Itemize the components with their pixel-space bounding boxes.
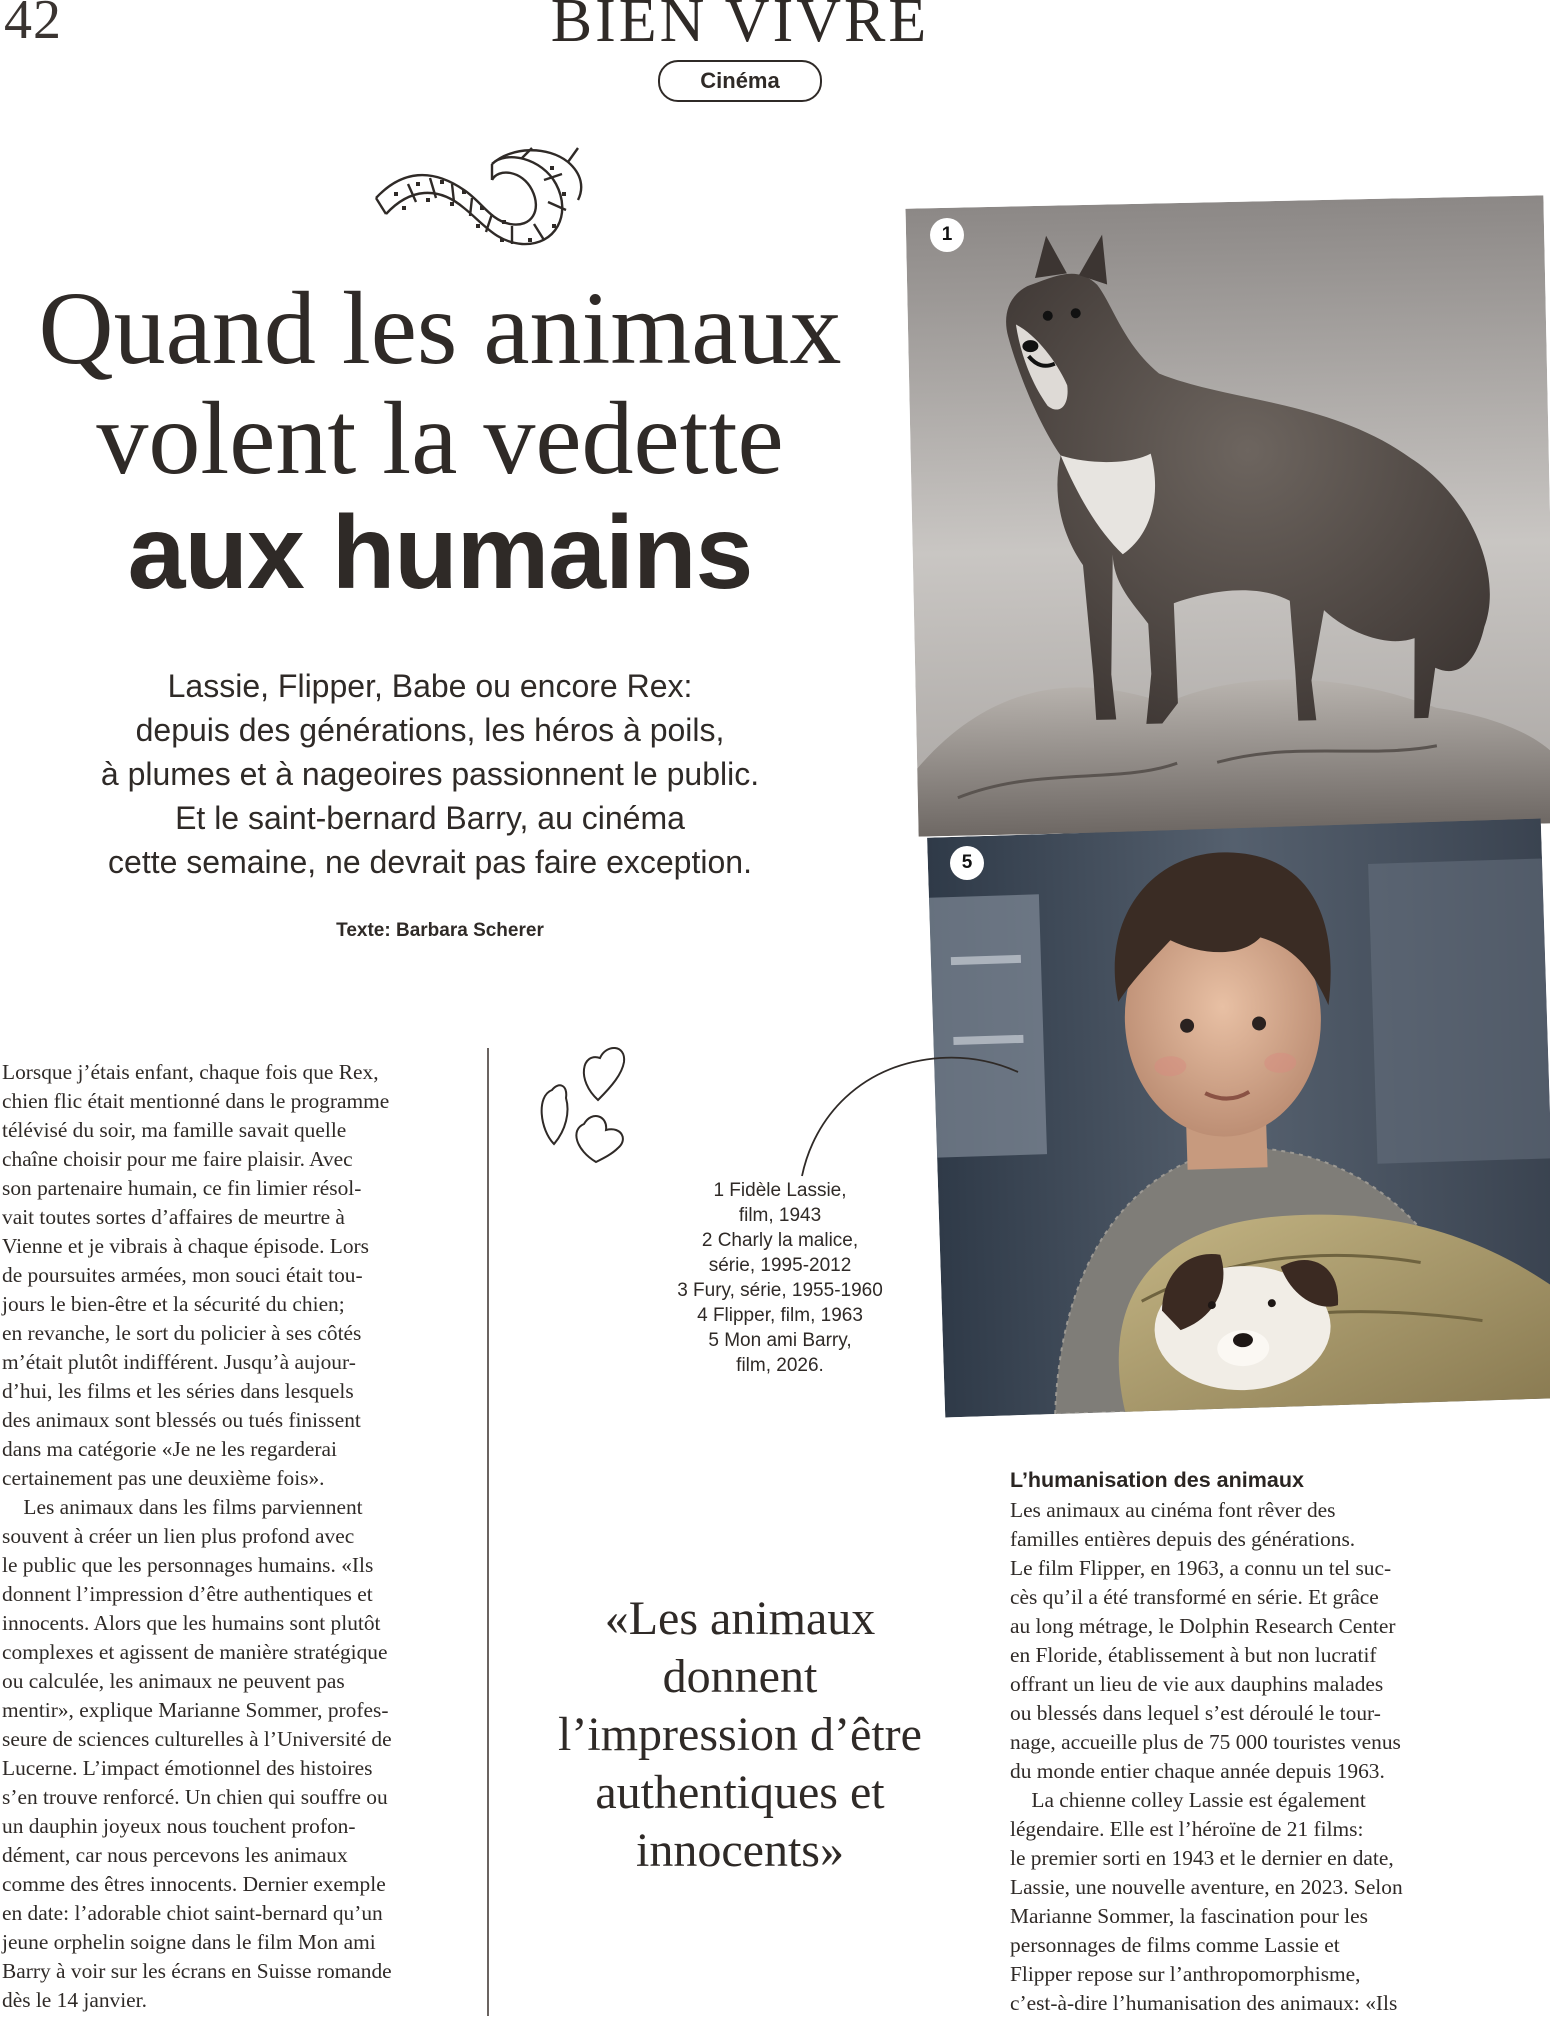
body-line: m’était plutôt indifférent. Jusqu’à aujour- [2,1350,356,1374]
lead-line: cette semaine, ne devrait pas faire exception. [108,844,752,880]
body-line: dès le 14 janvier. [2,1988,147,2012]
photo-mon-ami-barry [927,819,1550,1418]
body-line: des animaux sont blessés ou tués finissent [2,1408,361,1432]
body-line: dément, car nous percevons les animaux [2,1843,348,1867]
caption-line: 1 Fidèle Lassie, [713,1180,847,1201]
hearts-icon [536,1040,656,1170]
body-line: chaîne choisir pour me faire plaisir. Avec [2,1147,353,1171]
body-line: Les animaux dans les films parviennent [2,1495,363,1519]
body-line: vait toutes sortes d’affaires de meurtre à [2,1205,345,1229]
lead-line: Lassie, Flipper, Babe ou encore Rex: [167,668,693,704]
body-line: ou calculée, les animaux ne peuvent pas [2,1669,345,1693]
caption-line: film, 2026. [736,1355,824,1376]
byline: Texte: Barbara Scherer [336,920,544,941]
headline-line-1: Quand les animaux [38,271,842,386]
body-line: en revanche, le sort du policier à ses côtés [2,1321,362,1345]
body-line: en date: l’adorable chiot saint-bernard qu’un [2,1901,383,1925]
caption-line: film, 1943 [738,1205,822,1226]
caption-line: série, 1995-2012 [708,1255,852,1276]
caption-line: 5 Mon ami Barry, [708,1330,852,1351]
photo-number-badge: 1 [930,218,964,252]
pull-quote [520,1590,960,1880]
body-line: légendaire. Elle est l’héroïne de 21 films: [1010,1817,1364,1841]
body-line: comme des êtres innocents. Dernier exemple [2,1872,386,1896]
photo-caption [640,1178,920,1378]
body-line: du monde entier chaque année depuis 1963. [1010,1759,1385,1783]
body-line: Flipper repose sur l’anthropomorphisme, [1010,1962,1361,1986]
body-line: d’hui, les films et les séries dans lesquels [2,1379,354,1403]
quote-line: innocents» [636,1824,844,1877]
body-line: le premier sorti en 1943 et le dernier en date, [1010,1846,1394,1870]
column-rule [487,1048,489,2016]
section-subhead: L’humanisation des animaux [1010,1468,1304,1492]
body-line: Vienne et je vibrais à chaque épisode. Lors [2,1234,369,1258]
headline-line-2: volent la vedette [96,381,784,496]
body-line: chien flic était mentionné dans le programme [2,1089,390,1113]
quote-line: «Les animaux [604,1592,876,1645]
body-line: innocents. Alors que les humains sont plutôt [2,1611,381,1635]
caption-pointer-line [790,1048,1020,1178]
body-line: souvent à créer un lien plus profond avec [2,1524,355,1548]
body-line: jours le bien-être et la sécurité du chien; [2,1292,345,1316]
body-line: jeune orphelin soigne dans le film Mon ami [2,1930,376,1954]
body-column-left [2,1058,472,2015]
body-line: de poursuites armées, mon souci était tou- [2,1263,363,1287]
body-line: personnages de films comme Lassie et [1010,1933,1340,1957]
photo-lassie [905,195,1550,836]
headline-line-3: aux humains [127,495,753,611]
body-line: mentir», explique Marianne Sommer, profes- [2,1698,389,1722]
body-line: télévisé du soir, ma famille savait quelle [2,1118,347,1142]
body-line: Lucerne. L’impact émotionnel des histoires [2,1756,373,1780]
body-line: son partenaire humain, ce fin limier résol- [2,1176,362,1200]
photo-number-badge: 5 [950,846,984,880]
body-line: La chienne colley Lassie est également [1010,1788,1366,1812]
page-number: 42 [4,0,62,51]
caption-line: 2 Charly la malice, [701,1230,859,1251]
lead-line: depuis des générations, les héros à poils, [135,712,725,748]
film-strip-icon [372,140,584,252]
body-line: Marianne Sommer, la fascination pour les [1010,1904,1368,1928]
caption-line: 3 Fury, série, 1955-1960 [677,1280,883,1301]
lead-line: à plumes et à nageoires passionnent le public. [100,756,760,792]
body-line: au long métrage, le Dolphin Research Center [1010,1614,1396,1638]
body-line: ou blessés dans lequel s’est déroulé le tour- [1010,1701,1381,1725]
body-line: familles entières depuis des générations. [1010,1527,1356,1551]
body-line: dans ma catégorie «Je ne les regarderai [2,1437,337,1461]
body-line: nage, accueille plus de 75 000 touristes venus [1010,1730,1401,1754]
body-line: cès qu’il a été transformé en série. Et grâce [1010,1585,1379,1609]
quote-line: donnent [662,1650,818,1703]
body-line: complexes et agissent de manière stratégique [2,1640,388,1664]
body-line: un dauphin joyeux nous touchent profon- [2,1814,356,1838]
lead-line: Et le saint-bernard Barry, au cinéma [175,800,685,836]
body-line: donnent l’impression d’être authentiques et [2,1582,373,1606]
body-line: Barry à voir sur les écrans en Suisse romande [2,1959,392,1983]
body-line: Lassie, une nouvelle aventure, en 2023. Selon [1010,1875,1403,1899]
body-line: le public que les personnages humains. «Ils [2,1553,374,1577]
quote-line: authentiques et [595,1766,885,1819]
body-line: en Floride, établissement à but non lucratif [1010,1643,1377,1667]
body-line: Lorsque j’étais enfant, chaque fois que Rex, [2,1060,379,1084]
quote-line: l’impression d’être [558,1708,922,1761]
body-line: c’est-à-dire l’humanisation des animaux: «Ils [1010,1991,1398,2015]
body-line: Les animaux au cinéma font rêver des [1010,1498,1336,1522]
body-column-right [1010,1496,1510,2018]
body-line: seure de sciences culturelles à l’Université de [2,1727,392,1751]
caption-line: 4 Flipper, film, 1963 [697,1305,863,1326]
body-line: Le film Flipper, en 1963, a connu un tel suc- [1010,1556,1392,1580]
rubric-tag: Cinéma [658,60,822,102]
section-title: BIEN VIVRE [550,0,930,55]
body-line: certainement pas une deuxième fois». [2,1466,325,1490]
body-line: offrant un lieu de vie aux dauphins malades [1010,1672,1384,1696]
body-line: s’en trouve renforcé. Un chien qui souffre ou [2,1785,388,1809]
